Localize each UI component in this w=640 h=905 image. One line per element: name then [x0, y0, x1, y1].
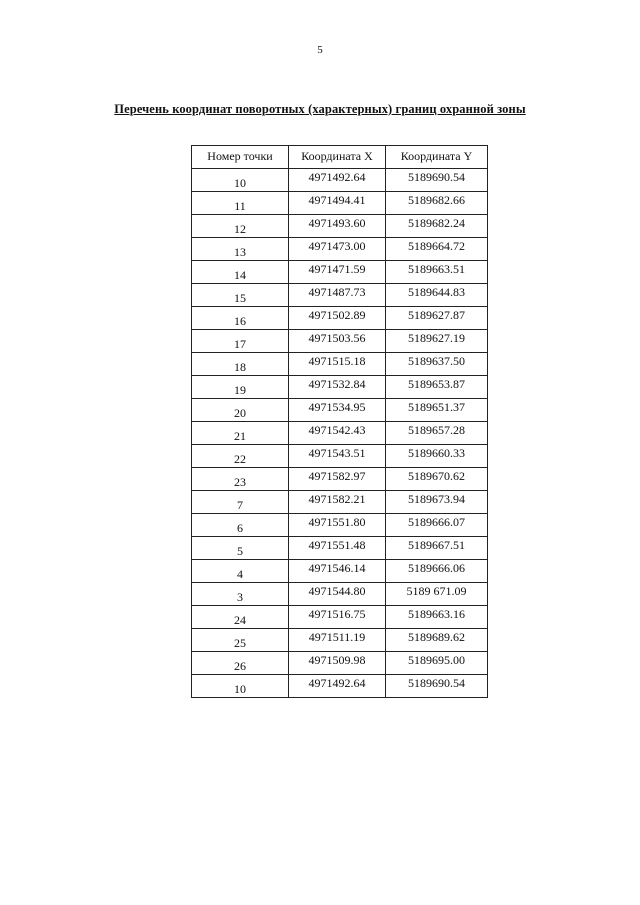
- point-number-cell: 21: [192, 422, 289, 445]
- coordinate-x-cell: 4971532.84: [289, 376, 386, 399]
- point-number-cell: 6: [192, 514, 289, 537]
- point-number-cell: 5: [192, 537, 289, 560]
- table-row: [192, 560, 488, 583]
- table-row: [192, 169, 488, 192]
- table-row: [192, 353, 488, 376]
- coordinate-x-cell: 4971542.43: [289, 422, 386, 445]
- header-point-number: Номер точки: [192, 146, 289, 169]
- point-number-cell: 4: [192, 560, 289, 583]
- table-row: [192, 307, 488, 330]
- table-row: [192, 445, 488, 468]
- point-number-cell: 11: [192, 192, 289, 215]
- table-row: [192, 284, 488, 307]
- table-row: [192, 192, 488, 215]
- point-number-cell: 12: [192, 215, 289, 238]
- point-number-cell: 19: [192, 376, 289, 399]
- coordinate-y-cell: 5189660.33: [386, 445, 488, 468]
- table-row: [192, 399, 488, 422]
- coordinate-x-cell: 4971493.60: [289, 215, 386, 238]
- coordinate-y-cell: 5189666.06: [386, 560, 488, 583]
- point-number-cell: 22: [192, 445, 289, 468]
- coordinate-x-cell: 4971582.21: [289, 491, 386, 514]
- coordinate-x-cell: 4971534.95: [289, 399, 386, 422]
- point-number-cell: 15: [192, 284, 289, 307]
- coordinate-y-cell: 5189667.51: [386, 537, 488, 560]
- coordinate-y-cell: 5189653.87: [386, 376, 488, 399]
- coordinate-y-cell: 5189627.87: [386, 307, 488, 330]
- coordinate-y-cell: 5189637.50: [386, 353, 488, 376]
- header-coordinate-x: Координата X: [289, 146, 386, 169]
- table-row: [192, 491, 488, 514]
- coordinate-y-cell: 5189682.66: [386, 192, 488, 215]
- coordinate-x-cell: 4971543.51: [289, 445, 386, 468]
- coordinate-x-cell: 4971503.56: [289, 330, 386, 353]
- coordinate-x-cell: 4971551.48: [289, 537, 386, 560]
- coordinate-y-cell: 5189663.16: [386, 606, 488, 629]
- table-row: [192, 675, 488, 698]
- coordinate-y-cell: 5189627.19: [386, 330, 488, 353]
- point-number-cell: 16: [192, 307, 289, 330]
- point-number-cell: 7: [192, 491, 289, 514]
- point-number-cell: 14: [192, 261, 289, 284]
- point-number-cell: 24: [192, 606, 289, 629]
- coordinate-x-cell: 4971494.41: [289, 192, 386, 215]
- table-row: [192, 238, 488, 261]
- point-number-cell: 10: [192, 169, 289, 192]
- point-number-cell: 17: [192, 330, 289, 353]
- coordinate-x-cell: 4971551.80: [289, 514, 386, 537]
- header-coordinate-y: Координата Y: [386, 146, 488, 169]
- table-row: [192, 606, 488, 629]
- coordinate-x-cell: 4971471.59: [289, 261, 386, 284]
- coordinate-y-cell: 5189 671.09: [386, 583, 488, 606]
- coordinate-x-cell: 4971516.75: [289, 606, 386, 629]
- table-row: [192, 629, 488, 652]
- point-number-cell: 18: [192, 353, 289, 376]
- coordinate-y-cell: 5189690.54: [386, 675, 488, 698]
- coordinate-y-cell: 5189690.54: [386, 169, 488, 192]
- table-row: [192, 422, 488, 445]
- point-number-cell: 10: [192, 675, 289, 698]
- coordinate-y-cell: 5189689.62: [386, 629, 488, 652]
- table-row: [192, 376, 488, 399]
- coordinate-y-cell: 5189682.24: [386, 215, 488, 238]
- point-number-cell: 3: [192, 583, 289, 606]
- coordinate-x-cell: 4971509.98: [289, 652, 386, 675]
- coordinate-x-cell: 4971487.73: [289, 284, 386, 307]
- table-row: [192, 468, 488, 491]
- coordinate-x-cell: 4971502.89: [289, 307, 386, 330]
- page-number: 5: [317, 44, 323, 56]
- coordinate-y-cell: 5189651.37: [386, 399, 488, 422]
- point-number-cell: 20: [192, 399, 289, 422]
- coordinate-y-cell: 5189657.28: [386, 422, 488, 445]
- coordinate-y-cell: 5189663.51: [386, 261, 488, 284]
- point-number-cell: 23: [192, 468, 289, 491]
- coordinate-x-cell: 4971544.80: [289, 583, 386, 606]
- table-row: [192, 215, 488, 238]
- coordinates-table: [191, 145, 488, 698]
- coordinate-x-cell: 4971582.97: [289, 468, 386, 491]
- coordinate-y-cell: 5189644.83: [386, 284, 488, 307]
- table-row: [192, 652, 488, 675]
- point-number-cell: 26: [192, 652, 289, 675]
- coordinate-x-cell: 4971515.18: [289, 353, 386, 376]
- table-row: [192, 537, 488, 560]
- document-title: Перечень координат поворотных (характерных) границ охранной зоны: [114, 102, 526, 116]
- coordinate-y-cell: 5189673.94: [386, 491, 488, 514]
- coordinate-x-cell: 4971473.00: [289, 238, 386, 261]
- coordinate-x-cell: 4971546.14: [289, 560, 386, 583]
- coordinate-x-cell: 4971492.64: [289, 675, 386, 698]
- coordinate-x-cell: 4971511.19: [289, 629, 386, 652]
- point-number-cell: 13: [192, 238, 289, 261]
- table-row: [192, 514, 488, 537]
- table-row: [192, 330, 488, 353]
- point-number-cell: 25: [192, 629, 289, 652]
- coordinate-y-cell: 5189695.00: [386, 652, 488, 675]
- table-row: [192, 583, 488, 606]
- table-header-row: [192, 146, 488, 169]
- coordinate-y-cell: 5189666.07: [386, 514, 488, 537]
- coordinate-x-cell: 4971492.64: [289, 169, 386, 192]
- table-row: [192, 261, 488, 284]
- coordinate-y-cell: 5189670.62: [386, 468, 488, 491]
- coordinate-y-cell: 5189664.72: [386, 238, 488, 261]
- table-body: [192, 169, 488, 698]
